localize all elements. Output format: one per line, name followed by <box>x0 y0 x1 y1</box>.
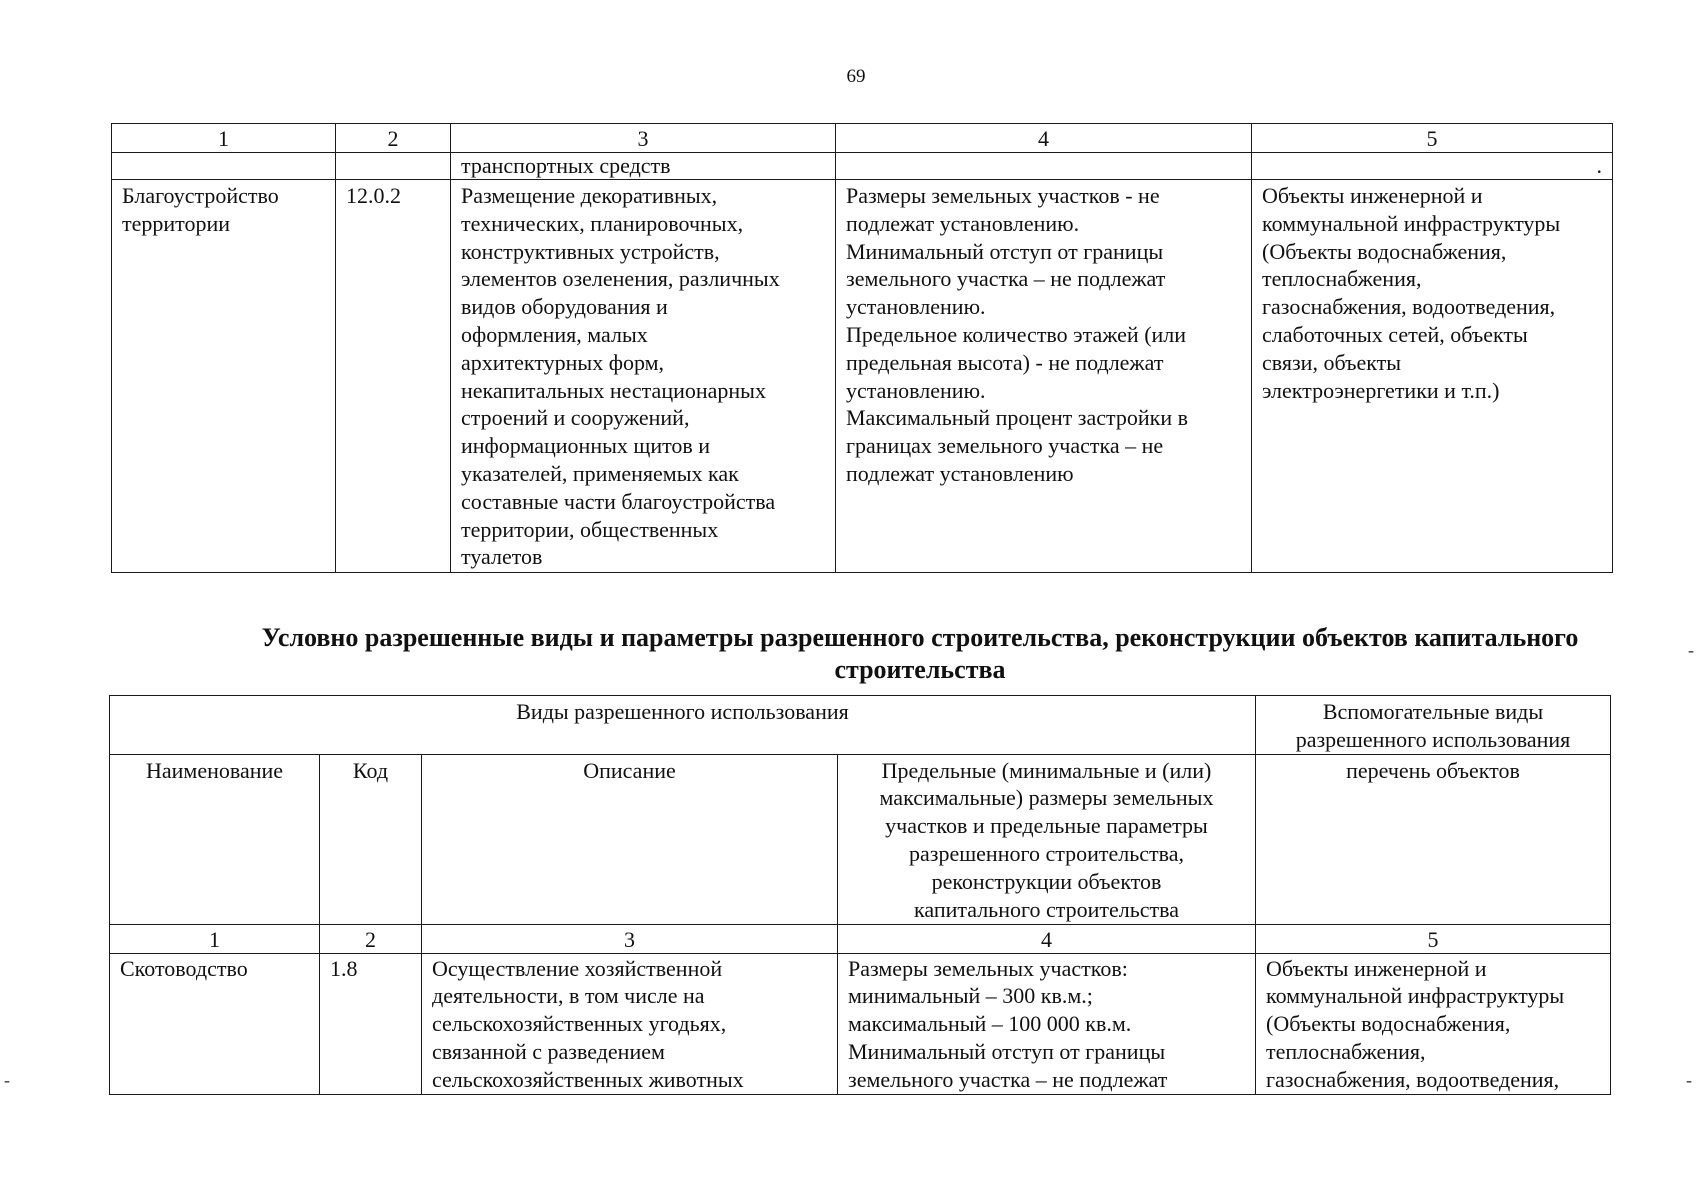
column-number: 3 <box>422 924 838 953</box>
margin-mark: - <box>1688 640 1694 660</box>
column-number: 4 <box>836 124 1252 153</box>
header-row-columns <box>110 754 1611 924</box>
cell-auxiliary: Объекты инженерной и коммунальной инфраструктуры (Объекты водоснабжения, теплоснабжения, газоснабжения, водоотведения, слаботочных сетей, объекты связи, объекты электроэнергетики и т.п.) <box>1252 180 1613 573</box>
column-number: 3 <box>451 124 836 153</box>
margin-mark: - <box>1686 1070 1692 1090</box>
column-number: 1 <box>110 924 320 953</box>
cell-name: Благоустройство территории <box>112 180 336 573</box>
header-name-cell: Наименование <box>110 754 320 924</box>
column-number-row <box>112 124 1613 153</box>
cell-code: 12.0.2 <box>336 180 451 573</box>
column-number: 2 <box>336 124 451 153</box>
header-group-cell: Виды разрешенного использования <box>110 696 1256 755</box>
cell-name: Скотоводство <box>110 953 320 1094</box>
cell-parameters <box>836 153 1252 180</box>
header-objects-cell: перечень объектов <box>1256 754 1611 924</box>
cell-code: 1.8 <box>320 953 422 1094</box>
bottom-table <box>109 695 1611 1095</box>
cell-code <box>336 153 451 180</box>
page-number: 69 <box>846 66 866 87</box>
header-parameters-cell: Предельные (минимальные и (или) максимальные) размеры земельных участков и предельные параметры разрешенного строительства, реконструкции объектов капитального строительства <box>838 754 1256 924</box>
table-row <box>110 953 1611 1094</box>
cell-description: Размещение декоративных, технических, планировочных, конструктивных устройств, элементов озеленения, различных видов оборудования и оформления, малых архитектурных форм, некапитальных нестационарных строений и сооружений, информационных щитов и указателей, применяемых как составные части благоустройства территории, общественных туалетов <box>451 180 836 573</box>
cell-parameters: Размеры земельных участков: минимальный – 300 кв.м.; максимальный – 100 000 кв.м. Минимальный отступ от границы земельного участка – не подлежат <box>838 953 1256 1094</box>
column-number: 5 <box>1252 124 1613 153</box>
cell-name <box>112 153 336 180</box>
continuation-row <box>112 153 1613 180</box>
cell-auxiliary: Объекты инженерной и коммунальной инфраструктуры (Объекты водоснабжения, теплоснабжения, газоснабжения, водоотведения, <box>1256 953 1611 1094</box>
margin-mark: - <box>4 1070 10 1090</box>
header-code-cell: Код <box>320 754 422 924</box>
column-number: 1 <box>112 124 336 153</box>
cell-parameters: Размеры земельных участков - не подлежат установлению. Минимальный отступ от границы земельного участка – не подлежат установлению. Предельное количество этажей (или предельная высота) - не подлежат установлению. Максимальный процент застройки в границах земельного участка – не подлежат установлению <box>836 180 1252 573</box>
column-number: 2 <box>320 924 422 953</box>
cell-description: Осуществление хозяйственной деятельности, в том числе на сельскохозяйственных угодьях, связанной с разведением сельскохозяйственных животных <box>422 953 838 1094</box>
header-auxiliary-cell: Вспомогательные виды разрешенного использования <box>1256 696 1611 755</box>
top-table <box>111 123 1613 573</box>
table-row <box>112 180 1613 573</box>
cell-description: транспортных средств <box>451 153 836 180</box>
column-number-row <box>110 924 1611 953</box>
section-heading: Условно разрешенные виды и параметры разрешенного строительства, реконструкции объектов капитального строительства <box>261 623 1579 684</box>
column-number: 4 <box>838 924 1256 953</box>
cell-auxiliary: . <box>1252 153 1613 180</box>
header-row-group <box>110 696 1611 755</box>
header-description-cell: Описание <box>422 754 838 924</box>
column-number: 5 <box>1256 924 1611 953</box>
